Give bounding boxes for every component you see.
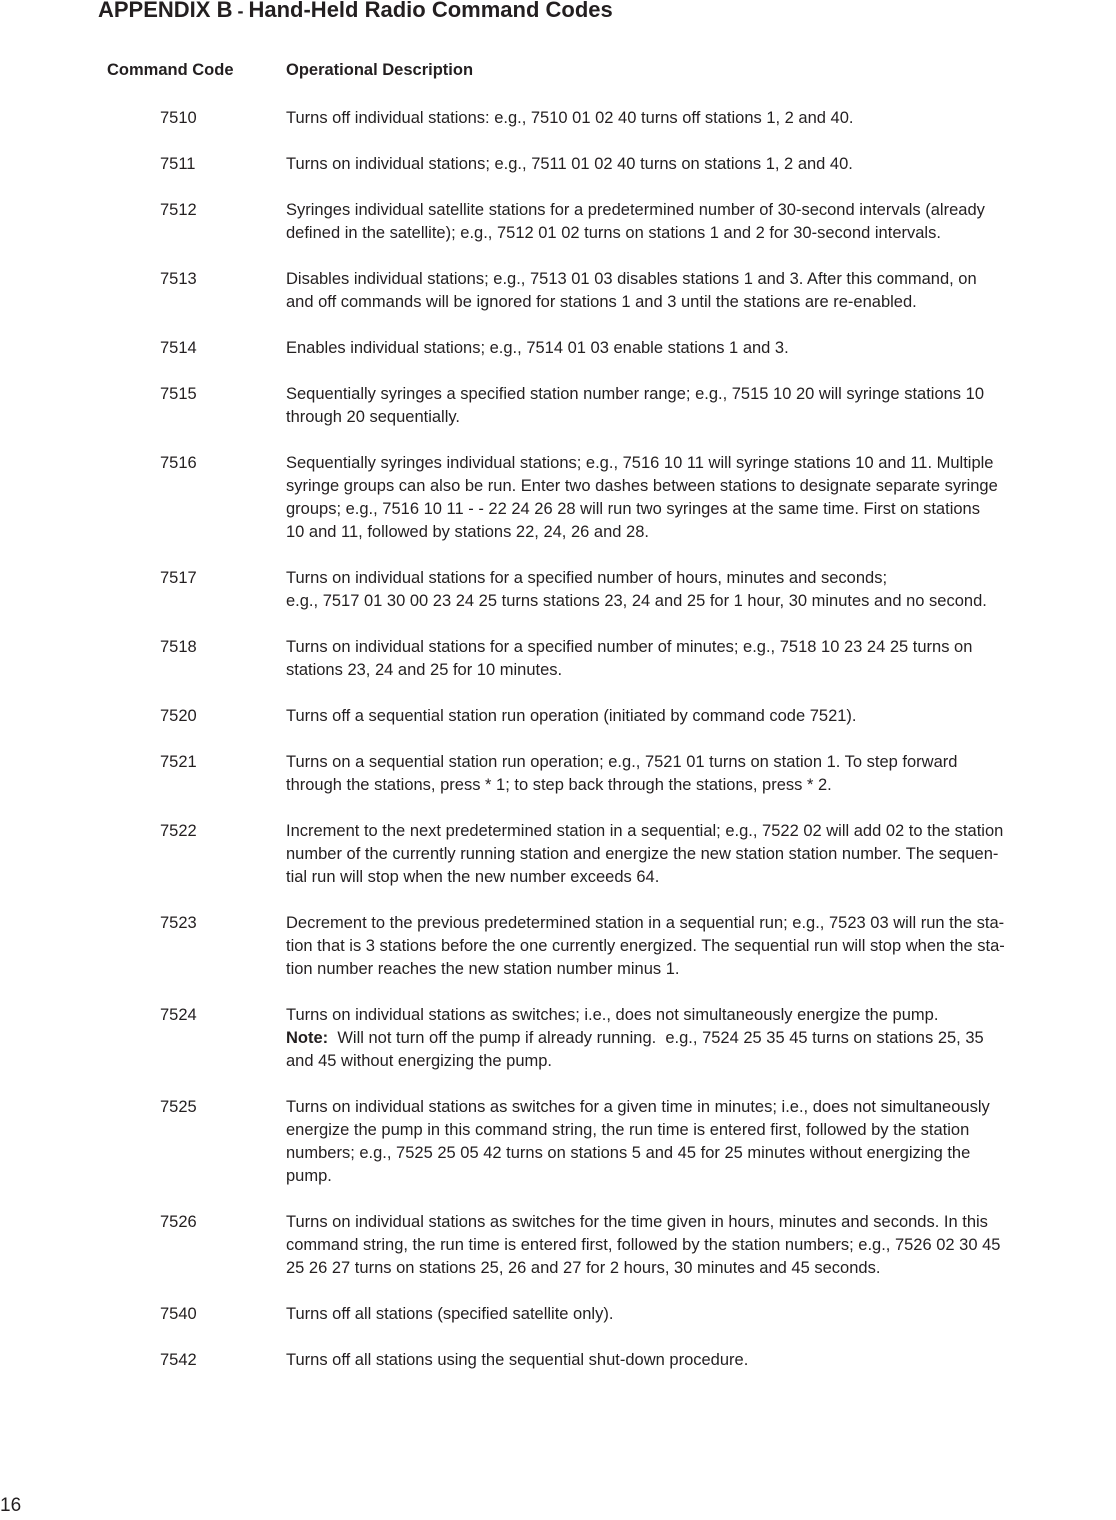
- description-line: numbers; e.g., 7525 25 05 42 turns on stations 5 and 45 for 25 minutes without energizing the: [286, 1144, 971, 1162]
- description-line: Syringes individual satellite stations for a predetermined number of 30-second intervals (already: [286, 201, 985, 219]
- note-label: Note:: [286, 1029, 329, 1047]
- command-code: 7522: [160, 822, 197, 840]
- command-entry: [0, 1211, 1116, 1280]
- command-code: 7518: [160, 638, 197, 656]
- command-entry: [0, 751, 1116, 797]
- title-main: Hand-Held Radio Command Codes: [248, 0, 613, 22]
- command-entry: [0, 1303, 1116, 1326]
- command-description: [286, 1349, 1116, 1372]
- page-title: [98, 0, 613, 23]
- command-description: [286, 153, 1116, 176]
- command-code: 7524: [160, 1006, 197, 1024]
- command-code: 7514: [160, 339, 197, 357]
- description-line: defined in the satellite); e.g., 7512 01 02 turns on stations 1 and 2 for 30-second intervals.: [286, 224, 941, 242]
- command-description: [286, 1303, 1116, 1326]
- description-line: through the stations, press * 1; to step back through the stations, press * 2.: [286, 776, 832, 794]
- description-line: Turns on a sequential station run operation; e.g., 7521 01 turns on station 1. To step forward: [286, 753, 958, 771]
- command-entry: [0, 567, 1116, 613]
- command-entry: [0, 337, 1116, 360]
- command-code: 7513: [160, 270, 197, 288]
- command-description: [286, 705, 1116, 728]
- description-line: Turns off individual stations: e.g., 7510 01 02 40 turns off stations 1, 2 and 40.: [286, 109, 854, 127]
- command-description: [286, 452, 1116, 544]
- command-entry: [0, 636, 1116, 682]
- command-description: [286, 268, 1116, 314]
- description-line: Sequentially syringes a specified station number range; e.g., 7515 10 20 will syringe stations 10: [286, 385, 984, 403]
- command-description: [286, 199, 1116, 245]
- column-header-command-code: Command Code: [107, 61, 234, 79]
- description-line: 10 and 11, followed by stations 22, 24, 26 and 28.: [286, 523, 649, 541]
- description-line: Increment to the next predetermined station in a sequential; e.g., 7522 02 will add 02 to the station: [286, 822, 1004, 840]
- command-description: [286, 337, 1116, 360]
- description-line: 25 26 27 turns on stations 25, 26 and 27 for 2 hours, 30 minutes and 45 seconds.: [286, 1259, 881, 1277]
- command-entry: [0, 452, 1116, 544]
- description-line: through 20 sequentially.: [286, 408, 460, 426]
- command-entry: [0, 1096, 1116, 1188]
- command-code-list: [0, 107, 1116, 1395]
- command-code: 7542: [160, 1351, 197, 1369]
- command-code: 7511: [160, 155, 196, 173]
- title-dash: -: [232, 1, 249, 21]
- command-code: 7516: [160, 454, 197, 472]
- description-line: Decrement to the previous predetermined station in a sequential run; e.g., 7523 03 will run the sta-: [286, 914, 1005, 932]
- command-code: 7525: [160, 1098, 197, 1116]
- command-description: [286, 383, 1116, 429]
- command-entry: [0, 705, 1116, 728]
- command-code: 7526: [160, 1213, 197, 1231]
- command-description: [286, 820, 1116, 889]
- description-line: command string, the run time is entered first, followed by the station numbers; e.g., 7526 02 30 45: [286, 1236, 1001, 1254]
- description-line: Turns on individual stations as switches; i.e., does not simultaneously energize the pump.: [286, 1006, 939, 1024]
- column-header-description: Operational Description: [286, 61, 474, 79]
- description-line: Turns on individual stations; e.g., 7511 01 02 40 turns on stations 1, 2 and 40.: [286, 155, 853, 173]
- command-description: [286, 567, 1116, 613]
- description-line: tion number reaches the new station number minus 1.: [286, 960, 680, 978]
- note-line: and 45 without energizing the pump.: [286, 1052, 553, 1070]
- command-code: 7540: [160, 1305, 197, 1323]
- command-code: 7512: [160, 201, 197, 219]
- command-description: [286, 636, 1116, 682]
- command-entry: [0, 107, 1116, 130]
- command-description: [286, 751, 1116, 797]
- page-number: 16: [0, 1495, 22, 1516]
- command-entry: [0, 1349, 1116, 1372]
- description-line: groups; e.g., 7516 10 11 - - 22 24 26 28 will run two syringes at the same time. First on stations: [286, 500, 980, 518]
- command-description: [286, 107, 1116, 130]
- description-line: Enables individual stations; e.g., 7514 01 03 enable stations 1 and 3.: [286, 339, 789, 357]
- description-line: Sequentially syringes individual stations; e.g., 7516 10 11 will syringe stations 10 and 11. Multiple: [286, 454, 994, 472]
- description-line: pump.: [286, 1167, 332, 1185]
- description-line: and off commands will be ignored for stations 1 and 3 until the stations are re-enabled.: [286, 293, 917, 311]
- command-entry: [0, 199, 1116, 245]
- description-line: syringe groups can also be run. Enter two dashes between stations to designate separate syringe: [286, 477, 998, 495]
- description-line: stations 23, 24 and 25 for 10 minutes.: [286, 661, 563, 679]
- command-code: 7517: [160, 569, 197, 587]
- command-code: 7521: [160, 753, 197, 771]
- command-description: [286, 1004, 1116, 1073]
- description-line: e.g., 7517 01 30 00 23 24 25 turns stations 23, 24 and 25 for 1 hour, 30 minutes and no second.: [286, 592, 987, 610]
- description-line: Turns off all stations (specified satellite only).: [286, 1305, 614, 1323]
- description-line: Turns on individual stations as switches for the time given in hours, minutes and seconds. In this: [286, 1213, 988, 1231]
- description-line: Turns on individual stations as switches for a given time in minutes; i.e., does not simultaneously: [286, 1098, 990, 1116]
- description-line: number of the currently running station and energize the new station station number. The sequen-: [286, 845, 999, 863]
- command-entry: [0, 268, 1116, 314]
- description-line: Turns on individual stations for a specified number of hours, minutes and seconds;: [286, 569, 888, 587]
- description-line: Turns on individual stations for a specified number of minutes; e.g., 7518 10 23 24 25 turns on: [286, 638, 973, 656]
- command-code: 7520: [160, 707, 197, 725]
- note-line: [286, 1027, 1116, 1050]
- description-line: tial run will stop when the new number exceeds 64.: [286, 868, 660, 886]
- command-code: 7510: [160, 109, 197, 127]
- command-entry: [0, 1004, 1116, 1073]
- description-line: Turns off a sequential station run operation (initiated by command code 7521).: [286, 707, 857, 725]
- description-line: energize the pump in this command string, the run time is entered first, followed by the station: [286, 1121, 970, 1139]
- description-line: Disables individual stations; e.g., 7513 01 03 disables stations 1 and 3. After this command, on: [286, 270, 977, 288]
- description-line: tion that is 3 stations before the one currently energized. The sequential run will stop when the sta-: [286, 937, 1005, 955]
- command-description: [286, 1211, 1116, 1280]
- note-text: Will not turn off the pump if already running. e.g., 7524 25 35 45 turns on stations 25, 35: [328, 1029, 984, 1047]
- description-line: Turns off all stations using the sequential shut-down procedure.: [286, 1351, 749, 1369]
- command-description: [286, 1096, 1116, 1188]
- command-code: 7515: [160, 385, 197, 403]
- command-description: [286, 912, 1116, 981]
- command-entry: [0, 153, 1116, 176]
- command-entry: [0, 383, 1116, 429]
- command-code: 7523: [160, 914, 197, 932]
- command-entry: [0, 912, 1116, 981]
- title-prefix: APPENDIX B: [98, 0, 233, 22]
- command-entry: [0, 820, 1116, 889]
